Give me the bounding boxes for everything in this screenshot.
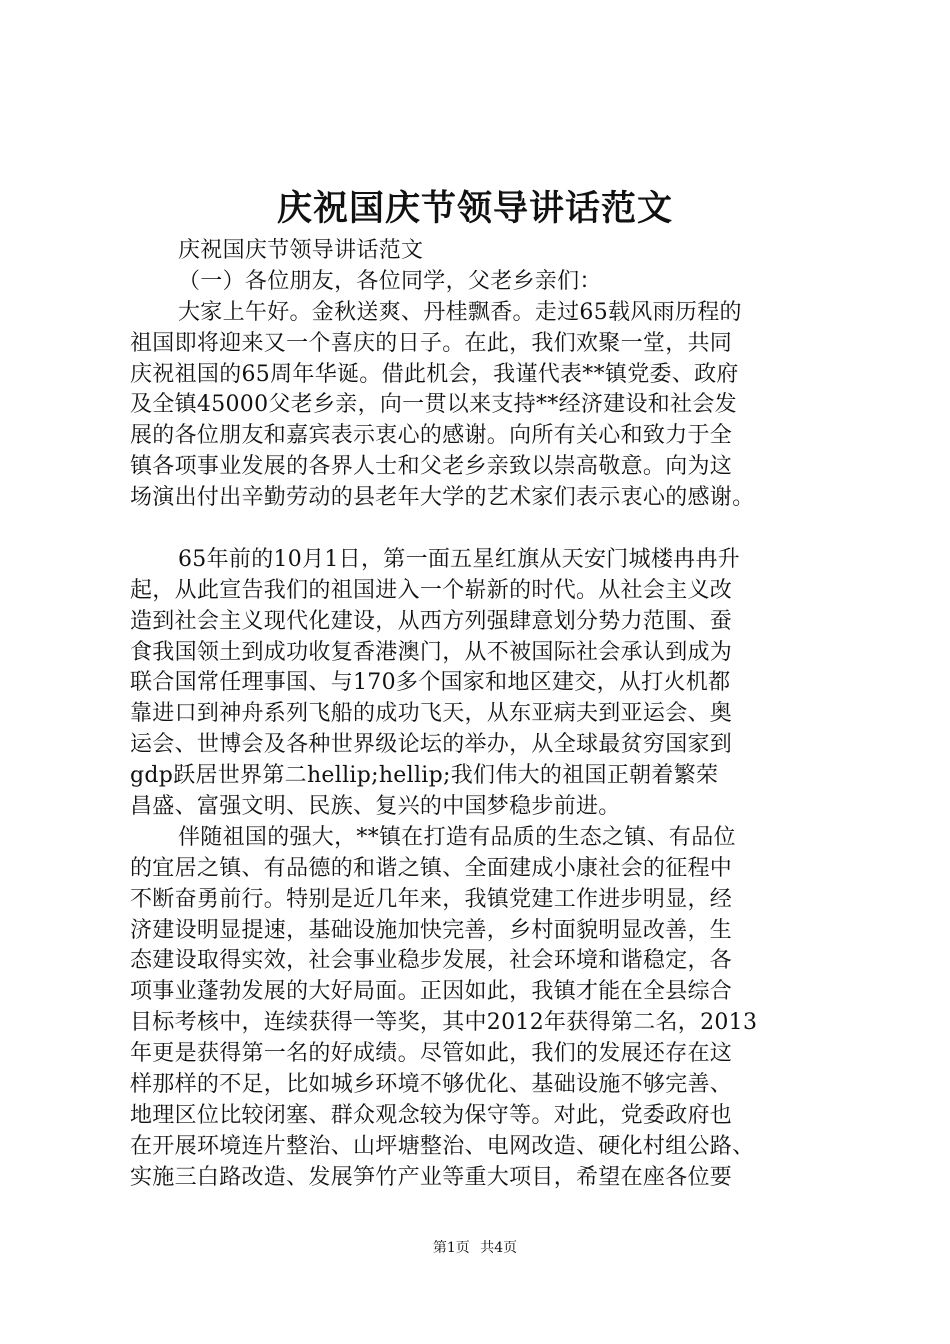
paragraph-line: 镇各项事业发展的各界人士和父老乡亲致以崇高敬意。向为这 [130, 454, 733, 480]
paragraph-line: 展的各位朋友和嘉宾表示衷心的感谢。向所有关心和致力于全 [130, 423, 733, 449]
paragraph-line: 及全镇45000父老乡亲，向一贯以来支持**经济建设和社会发 [130, 392, 737, 418]
paragraph-line: 昌盛、富强文明、民族、复兴的中国梦稳步前进。 [130, 794, 621, 820]
paragraph-first-line: （一）各位朋友，各位同学，父老乡亲们： [178, 268, 602, 294]
paragraph-line: 祖国即将迎来又一个喜庆的日子。在此，我们欢聚一堂，共同 [130, 330, 733, 356]
paragraph-first-line: 65年前的10月1日，第一面五星红旗从天安门城楼冉冉升 [178, 546, 741, 572]
paragraph-line: 在开展环境连片整治、山坪塘整治、电网改造、硬化村组公路、 [130, 1133, 755, 1159]
paragraph-first-line: 伴随祖国的强大，**镇在打造有品质的生态之镇、有品位 [178, 824, 736, 850]
paragraph-line: 靠进口到神舟系列飞船的成功飞天，从东亚病夫到亚运会、奥 [130, 701, 733, 727]
paragraph-line: 态建设取得实效，社会事业稳步发展，社会环境和谐稳定，各 [130, 948, 733, 974]
paragraph-line: 年更是获得第一名的好成绩。尽管如此，我们的发展还存在这 [130, 1041, 733, 1067]
paragraph-line: 济建设明显提速，基础设施加快完善，乡村面貌明显改善，生 [130, 917, 733, 943]
document-title: 庆祝国庆节领导讲话范文 [276, 188, 673, 229]
paragraph-line: gdp跃居世界第二hellip;hellip;我们伟大的祖国正朝着繁荣 [130, 763, 719, 789]
paragraph-line: 造到社会主义现代化建设，从西方列强肆意划分势力范围、蚕 [130, 608, 733, 634]
paragraph-line: 地理区位比较闭塞、群众观念较为保守等。对此，党委政府也 [130, 1102, 733, 1128]
paragraph-line: 目标考核中，连续获得一等奖，其中2012年获得第二名，2013 [130, 1010, 758, 1036]
paragraph-line: 的宜居之镇、有品德的和谐之镇、全面建成小康社会的征程中 [130, 855, 733, 881]
paragraph-line: 场演出付出辛勤劳动的县老年大学的艺术家们表示衷心的感谢。 [130, 485, 755, 511]
page-number: 第1页 [432, 1240, 470, 1256]
paragraph-line: 庆祝祖国的65周年华诞。借此机会，我谨代表**镇党委、政府 [130, 361, 739, 387]
paragraph-first-line: 庆祝国庆节领导讲话范文 [178, 238, 424, 263]
page-footer [0, 1238, 950, 1258]
blank-line [130, 514, 830, 545]
paragraph-line: 联合国常任理事国、与170多个国家和地区建交，从打火机都 [130, 670, 731, 696]
document-body [130, 236, 830, 1194]
paragraph-line: 样那样的不足，比如城乡环境不够优化、基础设施不够完善、 [130, 1072, 733, 1098]
paragraph-line: 起，从此宣告我们的祖国进入一个崭新的时代。从社会主义改 [130, 577, 733, 603]
paragraph-line: 项事业蓬勃发展的大好局面。正因如此，我镇才能在全县综合 [130, 979, 733, 1005]
paragraph-line: 食我国领土到成功收复香港澳门，从不被国际社会承认到成为 [130, 639, 733, 665]
paragraph-line: 运会、世博会及各种世界级论坛的举办，从全球最贫穷国家到 [130, 732, 733, 758]
paragraph-line: 实施三白路改造、发展笋竹产业等重大项目，希望在座各位要 [130, 1164, 733, 1190]
paragraph-first-line: 大家上午好。金秋送爽、丹桂飘香。走过65载风雨历程的 [178, 299, 742, 325]
page-total: 共4页 [480, 1240, 518, 1256]
paragraph-line: 不断奋勇前行。特别是近几年来，我镇党建工作进步明显，经 [130, 886, 733, 912]
